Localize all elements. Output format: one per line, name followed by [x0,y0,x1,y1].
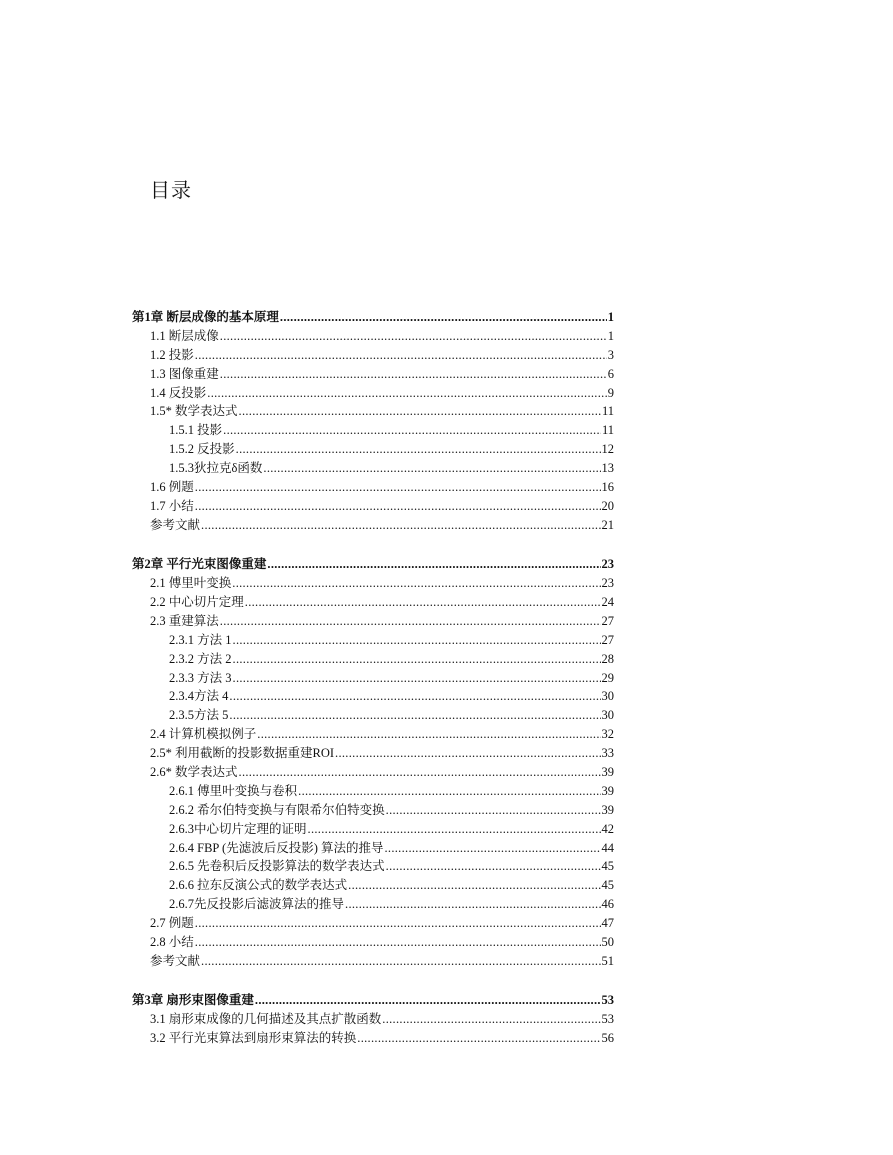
dot-leader [348,876,600,895]
toc-subsection-entry[interactable] [132,669,614,688]
toc-chapter-block [132,308,614,535]
toc-subsection-entry[interactable] [132,857,614,876]
toc-entry-label: 1.3 图像重建 [150,366,219,381]
toc-subsection-entry[interactable] [132,820,614,839]
toc-subsection-entry[interactable] [132,706,614,725]
toc-page-number: 12 [601,442,614,457]
toc-section-entry[interactable] [132,914,614,933]
toc-entry-label: 1.5* 数学表达式 [150,404,238,419]
toc-entry-label: 2.3.1 方法 1 [169,632,232,647]
toc-entry-label: 2.4 计算机模拟例子 [150,727,257,742]
toc-page-number: 3 [607,347,614,362]
toc-page-number: 28 [601,651,614,666]
dot-leader [201,952,600,971]
dot-leader [245,593,601,612]
toc-section-entry[interactable] [132,952,614,971]
dot-leader [223,421,601,440]
toc-entry-label: 2.6* 数学表达式 [150,764,238,779]
toc-subsection-entry[interactable] [132,421,614,440]
toc-entry-label: 2.3.4方法 4 [169,689,229,704]
dot-leader [236,440,601,459]
toc-page-number: 23 [601,576,614,591]
toc-section-entry[interactable] [132,1029,614,1048]
dot-leader [233,631,601,650]
dot-leader [382,1010,600,1029]
toc-page-number: 11 [601,423,614,438]
page-title: 目录 [150,178,192,202]
toc-entry-label: 3.1 扇形束成像的几何描述及其点扩散函数 [150,1012,382,1027]
toc-entry-label: 2.6.5 先卷积后反投影算法的数学表达式 [169,859,385,874]
toc-entry-label: 1.5.2 反投影 [169,442,235,457]
toc-page-number: 53 [601,993,614,1008]
toc-section-entry[interactable] [132,478,614,497]
toc-page-number: 6 [607,366,614,381]
toc-section-entry[interactable] [132,574,614,593]
toc-page-number: 33 [601,746,614,761]
toc-chapter-block [132,555,614,971]
toc-page-number: 27 [601,632,614,647]
toc-subsection-entry[interactable] [132,459,614,478]
toc-section-entry[interactable] [132,763,614,782]
toc-entry-label: 2.7 例题 [150,916,194,931]
toc-entry-label: 2.5* 利用截断的投影数据重建ROI [150,746,335,761]
toc-page-number: 23 [601,557,614,572]
toc-page-number: 44 [601,840,614,855]
toc-page-number: 39 [601,802,614,817]
dot-leader [195,346,607,365]
toc-entry-label: 2.6.3中心切片定理的证明 [169,821,307,836]
toc-entry-label: 参考文献 [150,953,201,968]
toc-page-number: 24 [601,594,614,609]
dot-leader [335,744,600,763]
toc-page-number: 45 [601,878,614,893]
toc-page-number: 9 [607,385,614,400]
dot-leader [384,839,600,858]
toc-entry-label: 2.8 小结 [150,935,194,949]
toc-page-number: 29 [601,670,614,685]
toc-entry-label: 参考文献 [150,517,201,532]
toc-entry-label: 3.2 平行光束算法到扇形束算法的转换 [150,1031,357,1046]
toc-entry-label: 1.6 例题 [150,480,194,495]
dot-leader [229,687,600,706]
dot-leader [386,857,601,876]
toc-entry-label: 1.7 小结 [150,498,194,513]
dot-leader [195,914,601,933]
toc-page-number: 32 [601,727,614,742]
table-of-contents [132,308,614,1068]
toc-subsection-entry[interactable] [132,687,614,706]
toc-chapter-heading[interactable] [132,991,614,1010]
toc-page-number: 42 [601,821,614,836]
dot-leader [232,574,600,593]
toc-section-entry[interactable] [132,593,614,612]
toc-page-number: 45 [601,859,614,874]
toc-section-entry[interactable] [132,516,614,535]
dot-leader [239,402,601,421]
toc-entry-label: 1.1 断层成像 [150,328,219,343]
dot-leader [233,669,601,688]
toc-entry-label: 1.2 投影 [150,347,194,362]
toc-entry-label: 1.4 反投影 [150,385,207,400]
toc-subsection-entry[interactable] [132,440,614,459]
dot-leader [263,459,600,478]
toc-section-entry[interactable] [132,725,614,744]
toc-page-number: 1 [607,310,614,324]
toc-entry-label: 第2章 平行光束图像重建 [132,557,267,572]
dot-leader [229,706,600,725]
toc-entry-label: 2.6.2 希尔伯特变换与有限希尔伯特变换 [169,802,385,817]
toc-page-number: 1 [607,328,614,343]
dot-leader [308,820,601,839]
toc-page-number: 39 [601,764,614,779]
toc-page-number: 46 [601,897,614,912]
toc-section-entry[interactable] [132,612,614,631]
toc-page-number: 53 [601,1012,614,1027]
toc-entry-label: 2.6.4 FBP (先滤波后反投影) 算法的推导 [169,840,384,855]
toc-section-entry[interactable] [132,933,614,952]
toc-entry-label: 2.6.1 傅里叶变换与卷积 [169,783,298,798]
dot-leader [257,725,600,744]
toc-entry-label: 2.3.5方法 5 [169,708,229,723]
toc-page-number: 56 [601,1031,614,1046]
toc-page-number: 21 [601,517,614,532]
dot-leader [386,801,601,820]
toc-chapter-heading[interactable] [132,308,614,327]
toc-entry-label: 1.5.1 投影 [169,423,223,438]
toc-page-number: 20 [601,498,614,513]
toc-subsection-entry[interactable] [132,650,614,669]
toc-page-number: 30 [601,689,614,704]
toc-section-entry[interactable] [132,365,614,384]
toc-section-entry[interactable] [132,346,614,365]
toc-page-number: 27 [601,613,614,628]
toc-chapter-block [132,991,614,1048]
toc-subsection-entry[interactable] [132,895,614,914]
toc-page-number: 47 [601,916,614,931]
toc-page-number: 51 [601,953,614,968]
toc-page-number: 13 [601,461,614,476]
dot-leader [207,384,606,403]
dot-leader [195,497,601,516]
toc-entry-label: 2.6.7先反投影后滤波算法的推导 [169,897,345,912]
toc-page-number: 30 [601,708,614,723]
toc-entry-label: 2.6.6 拉东反演公式的数学表达式 [169,878,348,893]
toc-subsection-entry[interactable] [132,801,614,820]
toc-entry-label: 2.3 重建算法 [150,613,219,628]
toc-entry-label: 2.3.3 方法 3 [169,670,232,685]
toc-subsection-entry[interactable] [132,839,614,858]
toc-chapter-heading[interactable] [132,555,614,574]
dot-leader [298,782,600,801]
toc-section-entry[interactable] [132,497,614,516]
toc-section-entry[interactable] [132,384,614,403]
toc-page-number: 39 [601,783,614,798]
toc-subsection-entry[interactable] [132,782,614,801]
toc-section-entry[interactable] [132,744,614,763]
dot-leader [195,478,601,497]
dot-leader [220,365,607,384]
dot-leader [195,933,601,952]
dot-leader [280,308,607,327]
toc-entry-label: 1.5.3狄拉克δ函数 [169,461,263,476]
dot-leader [267,555,600,574]
toc-entry-label: 2.3.2 方法 2 [169,651,232,666]
dot-leader [233,650,601,669]
toc-section-entry[interactable] [132,402,614,421]
toc-subsection-entry[interactable] [132,631,614,650]
toc-page-number: 50 [601,935,614,949]
dot-leader [255,991,601,1010]
dot-leader [345,895,600,914]
toc-entry-label: 第3章 扇形束图像重建 [132,993,254,1008]
dot-leader [220,327,607,346]
dot-leader [220,612,601,631]
toc-section-entry[interactable] [132,327,614,346]
toc-entry-label: 2.1 傅里叶变换 [150,576,232,591]
toc-page-number: 11 [601,404,614,419]
toc-page-number: 16 [601,480,614,495]
dot-leader [239,763,601,782]
toc-subsection-entry[interactable] [132,876,614,895]
toc-section-entry[interactable] [132,1010,614,1029]
toc-entry-label: 第1章 断层成像的基本原理 [132,310,279,324]
toc-entry-label: 2.2 中心切片定理 [150,594,244,609]
dot-leader [201,516,600,535]
dot-leader [357,1029,600,1048]
